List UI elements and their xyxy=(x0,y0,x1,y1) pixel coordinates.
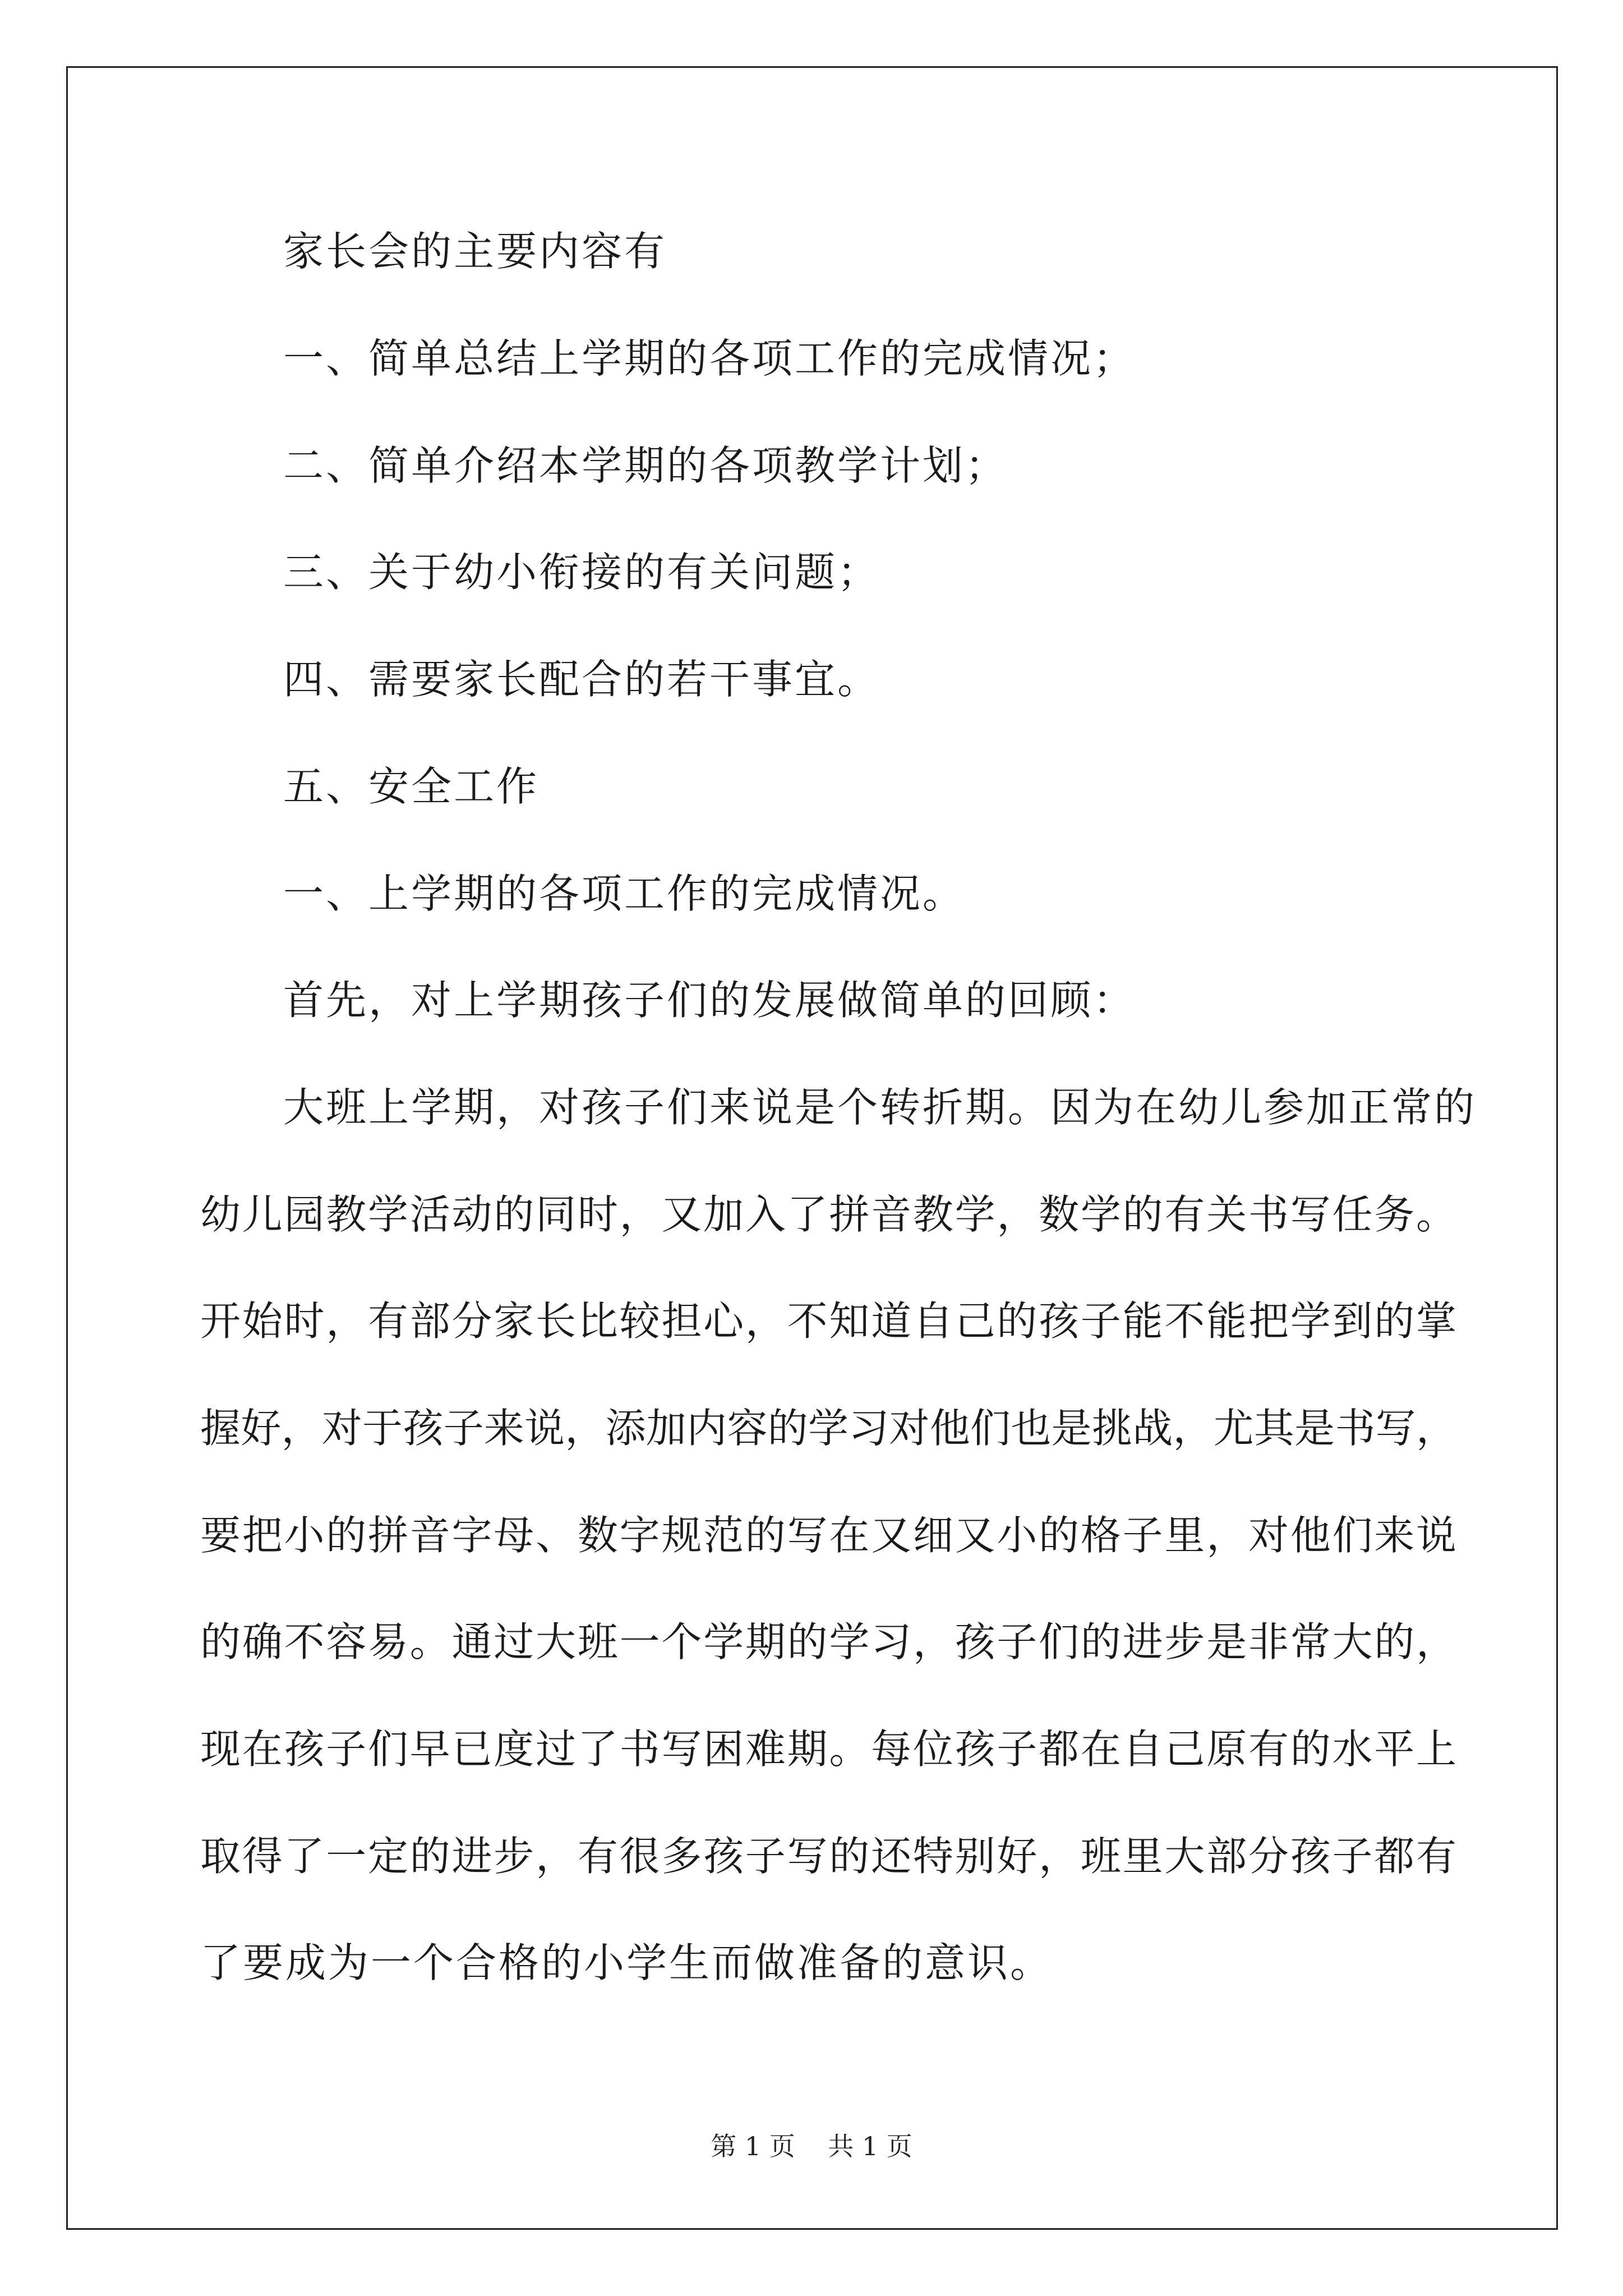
paragraph-line: 取得了一定的进步，有很多孩子写的还特别好，班里大部分孩子都有 xyxy=(200,1833,1456,1880)
outline-item-3: 三、关于幼小衔接的有关问题； xyxy=(283,549,880,596)
paragraph-line: 要把小的拼音字母、数字规范的写在又细又小的格子里，对他们来说 xyxy=(200,1512,1456,1559)
page-number: 第 1 页 共 1 页 xyxy=(711,2131,912,2161)
paragraph-line: 现在孩子们早已度过了书写困难期。每位孩子都在自己原有的水平上 xyxy=(200,1726,1456,1773)
page-border xyxy=(66,66,1558,2230)
paragraph-line: 大班上学期，对孩子们来说是个转折期。因为在幼儿参加正常的 xyxy=(283,1084,1477,1131)
paragraph-intro: 首先，对上学期孩子们的发展做简单的回顾： xyxy=(283,977,1136,1024)
outline-item-4: 四、需要家长配合的若干事宜。 xyxy=(283,656,880,703)
outline-item-5: 五、安全工作 xyxy=(283,763,540,810)
document-title: 家长会的主要内容有 xyxy=(283,228,667,275)
outline-item-2: 二、简单介绍本学期的各项教学计划； xyxy=(283,442,1008,489)
page-footer xyxy=(0,2133,1623,2159)
paragraph-line: 开始时，有部分家长比较担心，不知道自己的孩子能不能把学到的掌 xyxy=(200,1297,1456,1345)
paragraph-line: 握好，对于孩子来说，添加内容的学习对他们也是挑战，尤其是书写， xyxy=(200,1405,1456,1452)
paragraph-line: 了要成为一个合格的小学生而做准备的意识。 xyxy=(200,1939,1053,1986)
paragraph-line: 的确不容易。通过大班一个学期的学习，孩子们的进步是非常大的， xyxy=(200,1618,1456,1665)
section-heading-1: 一、上学期的各项工作的完成情况。 xyxy=(283,870,966,917)
paragraph-line: 幼儿园教学活动的同时，又加入了拼音教学，数学的有关书写任务。 xyxy=(200,1191,1456,1238)
outline-item-1: 一、简单总结上学期的各项工作的完成情况； xyxy=(283,335,1136,382)
